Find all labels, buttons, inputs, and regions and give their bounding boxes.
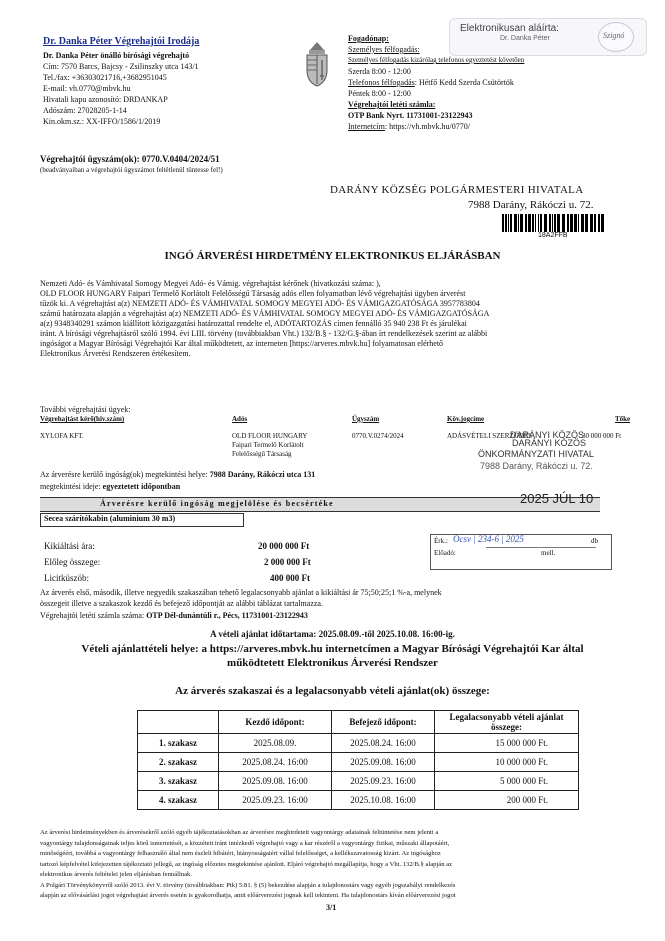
table-row bbox=[138, 791, 579, 810]
table-cell: 1. szakasz bbox=[138, 734, 219, 753]
price-label-2: Előleg összege: bbox=[44, 557, 101, 567]
table-cell: 200 000 Ft. bbox=[435, 791, 579, 810]
intro-line: a(z) 9348340291 számon kiállított közigazgatási határozattal rendelte el, ADÓTARTOZÁS címen fennálló 35 940 238 Ft és járulékai bbox=[40, 319, 467, 328]
table-row bbox=[138, 734, 579, 753]
table-cell: 3. szakasz bbox=[138, 772, 219, 791]
barcode-bar bbox=[544, 214, 547, 232]
stage-note-2: összegeit illetve a szakaszok kezdő és befejező időpontját az alábbi táblázat tartalmazza. bbox=[40, 599, 323, 608]
signature-seal-icon bbox=[598, 22, 634, 52]
price-value-2: 2 000 000 Ft bbox=[264, 557, 311, 567]
account-label: Végrehajtói letéti számla: bbox=[348, 100, 436, 109]
table-cell: 2025.08.24. 16:00 bbox=[332, 734, 435, 753]
barcode-icon bbox=[502, 214, 602, 232]
footer-notes bbox=[40, 828, 630, 902]
stamp-line1: DARÁNYI KÖZÖS bbox=[510, 430, 585, 440]
stamp-line3-text: 7988 Darány, Rákóczi u. 72. bbox=[480, 461, 593, 471]
personal-note: Személyes félfogadás kizárólag telefonos egyeztetést követően bbox=[348, 56, 525, 64]
stage-note-1: Az árverés első, második, illetve negyedik szakaszában tehető legalacsonyabb ajánlat a kikiáltási ár 75;50;25;1 %-a, melynek bbox=[40, 588, 442, 597]
table-cell: 10 000 000 Ft. bbox=[435, 753, 579, 772]
page-number: 3/1 bbox=[326, 903, 337, 912]
barcode-bar bbox=[574, 214, 577, 232]
intro-line: Nemzeti Adó- és Vámhivatal Somogy Megyei Adó- és Vámig. végrehajtást kérőnek (hivatkozási száma: ), bbox=[40, 279, 381, 288]
stamp-date: 2025 JÚL 10 bbox=[520, 491, 594, 506]
barcode-bar bbox=[510, 214, 512, 232]
table-cell: 2025.09.08. 16:00 bbox=[332, 753, 435, 772]
barcode-bar bbox=[520, 214, 523, 232]
case-number: Végrehajtói ügyszám(ok): 0770.V.0404/2024/51 bbox=[40, 154, 220, 164]
barcode-bar bbox=[508, 214, 509, 232]
col-creditor: Végrehajtást kérő(hiv.szám) bbox=[40, 415, 125, 423]
bid-place-2: működtetett Elektronikus Árverési Rendszer bbox=[227, 657, 438, 669]
table-cell: 2025.09.23. 16:00 bbox=[332, 772, 435, 791]
stages-title: Az árverés szakaszai és a legalacsonyabb vételi ajánlat(ok) összege: bbox=[175, 685, 490, 697]
office-detail-line: Cím: 7570 Barcs, Bajcsy - Zsilinszky utca 143/1 bbox=[43, 62, 199, 71]
office-detail-line: Kin.okm.sz.: XX-IFFO/1586/1/2019 bbox=[43, 117, 161, 126]
office-detail-line: Adószám: 27028205-1-14 bbox=[43, 106, 127, 115]
barcode-bar bbox=[567, 214, 569, 232]
barcode-bar bbox=[540, 214, 542, 232]
deposit-account: Végrehajtói letéti számla száma: OTP Dél-dunántúli r., Pécs, 11731001-23122943 bbox=[40, 611, 308, 620]
office-detail-line: Tel./fax: +36303021716,+3682951045 bbox=[43, 73, 167, 82]
office-details bbox=[43, 50, 199, 127]
bid-period: A vételi ajánlat időtartama: 2025.08.09.-től 2025.10.08. 16:00-ig. bbox=[210, 629, 455, 639]
price-value-3: 400 000 Ft bbox=[270, 573, 310, 583]
barcode-bar bbox=[585, 214, 588, 232]
office-title: Dr. Danka Péter Végrehajtói Irodája bbox=[43, 36, 200, 47]
barcode-bar bbox=[525, 214, 527, 232]
footer-line: minőségéért, továbbá a vagyontárgy felhasználó által nem észlelt hibáiért, hiányosságaiért vállal felelősséget, a kellékszavatosság kizárt. Az ingósághoz bbox=[40, 850, 441, 857]
price-label-3: Licitküszöb: bbox=[44, 573, 89, 583]
office-detail-line: Dr. Danka Péter önálló bírósági végrehajtó bbox=[43, 51, 190, 60]
barcode-bar bbox=[549, 214, 551, 232]
case-row-debtor-2: Faipari Termelő Korlátolt bbox=[232, 441, 304, 449]
stages-header-cell: Befejező időpont: bbox=[332, 711, 435, 734]
footer-line: vagyontárgy tulajdonságainak teljes körű ismertetését, a közzétett iránt intézkedő végrehajtó vagy a kar részéről a vagyontárgy fizikai, műszaki állapotáért, bbox=[40, 839, 450, 847]
table-row bbox=[138, 772, 579, 791]
stamp-received-value: Ocsv | 234-6 | 2025 bbox=[453, 534, 524, 544]
barcode-bar bbox=[514, 214, 517, 232]
case-row-capital: 30 000 000 Ft bbox=[582, 432, 622, 440]
item-header: Árverésre kerülő ingóság megjelölése és becsértéke bbox=[100, 499, 334, 508]
table-cell: 5 000 000 Ft. bbox=[435, 772, 579, 791]
intro-paragraph bbox=[40, 279, 630, 359]
col-debtor: Adós bbox=[232, 415, 248, 423]
case-row-debtor-1: OLD FLOOR HUNGARY bbox=[232, 432, 308, 440]
bid-place-1: Vételi ajánlattételi helye: a https://arveres.mbvk.hu internetcímen a Magyar Bírósági Végrehajtói Kar által bbox=[81, 643, 584, 655]
barcode-bar bbox=[518, 214, 519, 232]
stages-header-row bbox=[138, 711, 579, 734]
case-row-case-no: 0770.V.0274/2024 bbox=[352, 432, 404, 440]
intro-line: számú határozata alapján a végrehajtást a(z) NEMZETI ADÓ- ÉS VÁMHIVATAL SOMOGY MEGYEI ADÓ- ÉS VÁMIGAZGATÓSÁGA bbox=[40, 309, 490, 318]
table-cell: 2025.10.08. 16:00 bbox=[332, 791, 435, 810]
case-row-claim: ADÁSVÉTELI SZERZŐDÉS bbox=[447, 432, 532, 440]
coat-of-arms-icon bbox=[302, 40, 332, 88]
stamp-copies: db bbox=[591, 537, 598, 545]
col-capital: Tőke bbox=[615, 415, 631, 423]
account-number: OTP Bank Nyrt. 11731001-23122943 bbox=[348, 111, 473, 120]
col-case-no: Ügyszám bbox=[352, 415, 380, 423]
personal-label: Személyes félfogadás: bbox=[348, 45, 420, 54]
stages-header-cell: Legalacsonyabb vételi ajánlat összege: bbox=[435, 711, 579, 734]
stamp-received-label: Érk.: bbox=[434, 537, 448, 545]
document-title: INGÓ ÁRVERÉSI HIRDETMÉNY ELEKTRONIKUS ELJÁRÁSBAN bbox=[164, 250, 501, 262]
barcode-bar bbox=[581, 214, 584, 232]
table-cell: 2025.09.08. 16:00 bbox=[219, 772, 332, 791]
phone-hours: Péntek 8:00 - 12:00 bbox=[348, 89, 411, 98]
addressee-address: 7988 Darány, Rákóczi u. 72. bbox=[468, 199, 594, 211]
inspection-time: megtekintési ideje: egyeztetett időpontban bbox=[40, 482, 181, 491]
item-name-box bbox=[40, 513, 244, 527]
personal-hours: Szerda 8:00 - 12:00 bbox=[348, 67, 411, 76]
table-cell: 15 000 000 Ft. bbox=[435, 734, 579, 753]
table-row bbox=[138, 753, 579, 772]
internet-line: Internetcím: https://vh.mbvk.hu/0770/ bbox=[348, 122, 470, 131]
stamp-reg-box bbox=[430, 534, 612, 570]
phone-line: Telefonos félfogadás: Hétfő Kedd Szerda Csütörtök bbox=[348, 78, 514, 87]
barcode-bar bbox=[505, 214, 507, 232]
table-cell: 2. szakasz bbox=[138, 753, 219, 772]
barcode-bar bbox=[570, 214, 573, 232]
intro-line: tűzök ki. A végrehajtást a(z) NEMZETI ADÓ- ÉS VÁMHIVATAL SOMOGY MEGYEI ADÓ- ÉS VÁMIGAZGATÓSÁGA 3957783804 bbox=[40, 299, 480, 308]
case-row-debtor-3: Felelősségű Társaság bbox=[232, 450, 292, 458]
stages-header-cell: Kezdő időpont: bbox=[219, 711, 332, 734]
intro-line: Elektronikus Árverési Rendszeren értékesítem. bbox=[40, 349, 191, 358]
barcode-bar bbox=[598, 214, 600, 232]
barcode-text: 18A2FFB bbox=[538, 232, 568, 239]
office-detail-line: E-mail: vh.0770@mbvk.hu bbox=[43, 84, 131, 93]
stamp-extra-label: Előadó: bbox=[434, 549, 456, 557]
other-cases-heading: További végrehajtási ügyek: bbox=[40, 405, 131, 414]
stages-table bbox=[137, 710, 579, 810]
barcode-bar bbox=[532, 214, 534, 232]
barcode-bar bbox=[552, 214, 553, 232]
barcode-bar bbox=[590, 214, 593, 232]
barcode-bar bbox=[538, 214, 539, 232]
footer-line: alapján az elővásárlási jogot végrehajtási árverés esetén is gyakorolhatja, amit előárverezési jognak kell tekinteni. Ha tulajdonostárs kíván előárverezési jogot bbox=[40, 892, 456, 899]
stages-header-cell bbox=[138, 711, 219, 734]
seal-text: Szignó bbox=[603, 31, 625, 40]
barcode-bar bbox=[601, 214, 604, 232]
barcode-bar bbox=[578, 214, 579, 232]
e-signature-signer: Dr. Danka Péter bbox=[500, 35, 550, 42]
office-detail-line: Hivatali kapu azonosító: DRDANKAP bbox=[43, 95, 168, 104]
barcode-bar bbox=[535, 214, 536, 232]
barcode-bar bbox=[562, 214, 565, 232]
e-signature-label: Elektronikusan aláírta: bbox=[460, 23, 559, 34]
barcode-bar bbox=[557, 214, 560, 232]
table-cell: 2025.08.09. bbox=[219, 734, 332, 753]
stamp-rule bbox=[486, 547, 596, 548]
table-cell: 2025.08.24. 16:00 bbox=[219, 753, 332, 772]
table-cell: 2025.09.23. 16:00 bbox=[219, 791, 332, 810]
price-value-1: 20 000 000 Ft bbox=[258, 541, 310, 551]
stamp-line2-text: ÖNKORMÁNYZATI HIVATAL bbox=[478, 449, 594, 459]
intro-line: ingóságot a Magyar Bírósági Végrehajtói Kar által működtetett, az interneten [https://arveres.mbvk.hu] folyamatosan elérhető bbox=[40, 339, 444, 348]
case-note: (beadványaiban a végrehajtói ügyszámot feltétlenül tüntesse fel!) bbox=[40, 166, 223, 174]
table-cell: 4. szakasz bbox=[138, 791, 219, 810]
stamp-attachments: mell. bbox=[541, 549, 556, 557]
footer-line: Az árverési hirdetményekben és árverésekről szóló egyéb tájékoztatásokban az árverésre meghirdetett vagyontárgy adatainak feltüntetése nem jelenti a bbox=[40, 829, 439, 836]
stamp-line1-text: DARÁNYI KÖZÖS bbox=[512, 438, 587, 448]
item-name: Secea szárítókabin (aluminium 30 m3) bbox=[44, 514, 176, 523]
footer-line: elektronikus árverés feltételei jelen eljárásban fennállnak. bbox=[40, 871, 192, 878]
barcode-bar bbox=[528, 214, 531, 232]
barcode-bar bbox=[554, 214, 556, 232]
barcode-bar bbox=[594, 214, 596, 232]
intro-line: OLD FLOOR HUNGARY Faipari Termelő Korlátolt Felelősségű Társaság adós ellen folyamatban lévő végrehajtási ügyben árverést bbox=[40, 289, 466, 298]
intro-line: iránt. A bírósági végrehajtásról szóló 1994. évi LIII. törvény (továbbiakban Vht.) 132/B.§ - 132/G.§-ában írt rendelkezések szerint az alábbi bbox=[40, 329, 488, 338]
case-row-creditor: XYLOFA KFT. bbox=[40, 432, 84, 440]
inspection-place: Az árverésre kerülő ingóság(ok) megtekintési helye: 7988 Darány, Rákóczi utca 131 bbox=[40, 470, 316, 479]
price-label-1: Kikiáltási ára: bbox=[44, 541, 95, 551]
addressee-name: DARÁNY KÖZSÉG POLGÁRMESTERI HIVATALA bbox=[330, 184, 584, 196]
reception-label: Fogadónap: bbox=[348, 34, 389, 43]
barcode-bar bbox=[502, 214, 504, 232]
footer-line: A Polgári Törvénykönyvről szóló 2013. évi V. törvény (továbbiakban: Ptk) 5:81. § (5) bekezdése alapján a tulajdonostárs vagy egyéb jogszabályi rendelkezés bbox=[40, 881, 456, 889]
e-signature-box bbox=[449, 18, 647, 56]
col-claim: Köv.jogcíme bbox=[447, 415, 485, 423]
footer-line: tartozó képfelvétel kifejezetten tájékoztató jellegű, az ingóság előzetes megtekintése ajánlott. Eljáró végrehajtó megállapítja, hogy a Vht. 132/B.§ alapján az bbox=[40, 860, 453, 868]
